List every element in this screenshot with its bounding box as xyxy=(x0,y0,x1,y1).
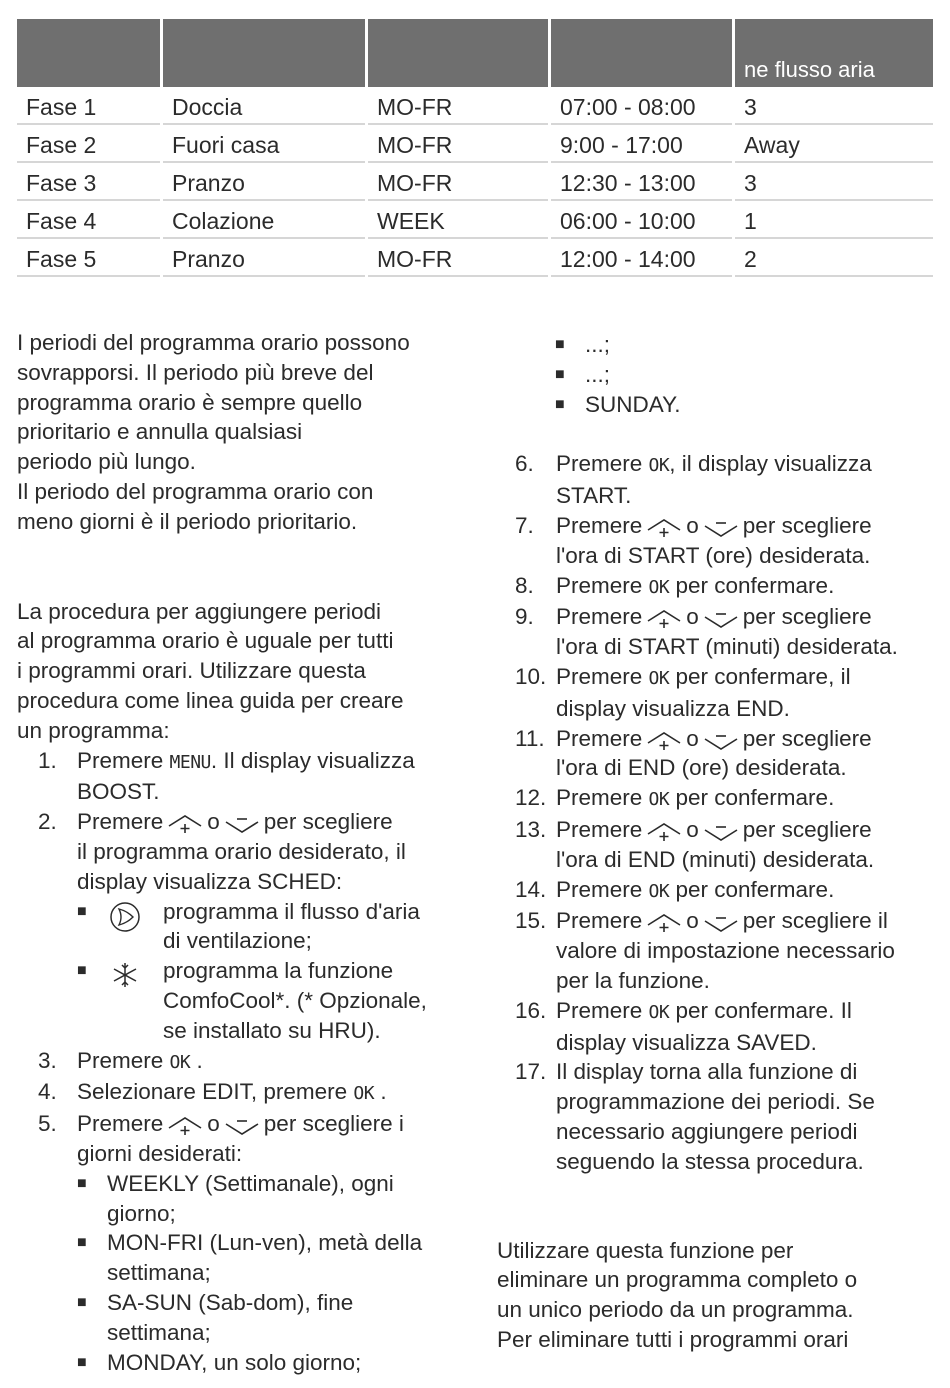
step-number: 9. xyxy=(515,604,534,630)
text-line: un programma: xyxy=(17,717,170,743)
step-text: Premere xyxy=(556,663,643,689)
table-row xyxy=(17,128,933,166)
up-plus-arrow-icon xyxy=(167,812,203,834)
table-cell: WEEK xyxy=(368,204,548,239)
step-text: display visualizza SAVED. xyxy=(556,1029,817,1055)
step-text: Premere xyxy=(556,785,643,811)
step-2 xyxy=(17,807,467,1045)
list-item xyxy=(77,1169,467,1229)
ok-key-label: OK xyxy=(169,1051,191,1073)
table-cell: 12:00 - 14:00 xyxy=(551,242,732,277)
text-line: Il periodo del programma orario con xyxy=(17,478,374,504)
table-cell: Away xyxy=(735,128,933,163)
bullet-text: SA-SUN (Sab-dom), fine xyxy=(107,1289,354,1315)
delete-paragraph xyxy=(497,1236,937,1355)
step-text: Premere xyxy=(556,908,643,934)
step-text: necessario aggiungere periodi xyxy=(556,1118,858,1144)
text-line: La procedura per aggiungere periodi xyxy=(17,598,382,624)
table-header-cell xyxy=(163,19,365,87)
step-text: Premere xyxy=(77,1047,164,1073)
step-text: per scegliere xyxy=(742,816,872,842)
step-6 xyxy=(497,449,937,511)
step-number: 12. xyxy=(515,785,547,811)
up-plus-arrow-icon xyxy=(167,1114,203,1136)
step-text: per scegliere xyxy=(742,604,872,630)
step-number: 15. xyxy=(515,908,547,934)
overlap-paragraph xyxy=(17,328,467,537)
step-text: per confermare. Il xyxy=(675,997,852,1023)
step-11 xyxy=(497,724,937,784)
step-text: per scegliere xyxy=(742,725,872,751)
step-text: per confermare. xyxy=(675,572,835,598)
step-text: o xyxy=(686,725,699,751)
step-text: l'ora di END (ore) desiderata. xyxy=(556,755,847,781)
bullet-text: programma il flusso d'aria xyxy=(163,898,420,924)
table-cell: Colazione xyxy=(163,204,365,239)
table-header-row xyxy=(17,19,933,90)
bullet-square-icon: ■ xyxy=(555,395,565,413)
down-minus-arrow-icon xyxy=(224,812,260,834)
right-column xyxy=(497,330,937,1355)
step-number: 10. xyxy=(515,663,547,689)
up-plus-arrow-icon xyxy=(646,729,682,751)
step-text: programmazione dei periodi. Se xyxy=(556,1089,875,1115)
table-row xyxy=(17,242,933,280)
bullet-square-icon: ■ xyxy=(77,1353,87,1371)
step-text: l'ora di START (minuti) desiderata. xyxy=(556,634,898,660)
table-cell: 1 xyxy=(735,204,933,239)
down-minus-arrow-icon xyxy=(703,729,739,751)
table-cell: MO-FR xyxy=(368,128,548,163)
text-line: al programma orario è uguale per tutti xyxy=(17,628,394,654)
step-text: o xyxy=(686,816,699,842)
text-line: i programmi orari. Utilizzare questa xyxy=(17,658,366,684)
step-text: l'ora di END (minuti) desiderata. xyxy=(556,846,875,872)
list-item xyxy=(77,1348,467,1378)
table-cell: 2 xyxy=(735,242,933,277)
step-7 xyxy=(497,511,937,571)
ok-key-label: OK xyxy=(353,1083,375,1105)
bullet-text: di ventilazione; xyxy=(163,928,312,954)
step-text: BOOST. xyxy=(77,779,160,805)
step-15 xyxy=(497,906,937,995)
step-number: 6. xyxy=(515,451,534,477)
step-text: per confermare. xyxy=(675,785,835,811)
table-cell: Pranzo xyxy=(163,166,365,201)
bullet-square-icon: ■ xyxy=(77,1234,87,1252)
step-16 xyxy=(497,996,937,1058)
table-cell: 3 xyxy=(735,90,933,125)
text-line: eliminare un programma completo o xyxy=(497,1267,858,1293)
step-text: . Il display visualizza xyxy=(210,747,415,773)
days-bullets-continued xyxy=(555,330,937,419)
text-line: meno giorni è il periodo prioritario. xyxy=(17,508,358,534)
step-8 xyxy=(497,571,937,603)
up-plus-arrow-icon xyxy=(646,820,682,842)
bullet-square-icon: ■ xyxy=(77,1293,87,1311)
step-text: Premere xyxy=(556,451,643,477)
table-cell: Fase 4 xyxy=(17,204,160,239)
step-text: per confermare, il xyxy=(675,663,851,689)
step-text: Premere xyxy=(556,572,643,598)
step-number: 2. xyxy=(38,809,57,835)
step-text: per confermare. xyxy=(675,876,835,902)
step-text: seguendo la stessa procedura. xyxy=(556,1148,864,1174)
step-number: 14. xyxy=(515,876,547,902)
step-text: Premere xyxy=(556,876,643,902)
text-line: Utilizzare questa funzione per xyxy=(497,1237,794,1263)
down-minus-arrow-icon xyxy=(703,516,739,538)
ok-key-label: OK xyxy=(648,667,670,689)
table-cell: Fase 5 xyxy=(17,242,160,277)
step-number: 16. xyxy=(515,997,547,1023)
table-cell: MO-FR xyxy=(368,166,548,201)
table-body xyxy=(17,90,933,280)
snowflake-icon xyxy=(107,960,143,990)
bullet-text: ...; xyxy=(585,332,611,357)
down-minus-arrow-icon xyxy=(703,911,739,933)
bullet-text: MON-FRI (Lun-ven), metà della xyxy=(107,1230,423,1256)
step-text: o xyxy=(207,809,220,835)
table-cell: Doccia xyxy=(163,90,365,125)
step-5 xyxy=(17,1109,467,1377)
bullet-square-icon: ■ xyxy=(555,336,565,353)
up-plus-arrow-icon xyxy=(646,911,682,933)
step-text: o xyxy=(686,604,699,630)
table-header-cell xyxy=(17,19,160,87)
ok-key-label: OK xyxy=(648,1001,670,1023)
table-cell: 3 xyxy=(735,166,933,201)
list-item xyxy=(77,1228,467,1288)
table-cell: Fuori casa xyxy=(163,128,365,163)
bullet-text: SUNDAY. xyxy=(585,391,681,417)
procedure-steps-left xyxy=(17,746,467,1378)
step-text: Selezionare EDIT, premere xyxy=(77,1079,348,1105)
bullet-square-icon: ■ xyxy=(77,902,87,920)
step-3 xyxy=(17,1046,467,1078)
table-header-cell xyxy=(368,19,548,87)
list-item xyxy=(555,390,937,420)
fan-icon xyxy=(107,901,143,933)
table-cell: 9:00 - 17:00 xyxy=(551,128,732,163)
table-cell: 12:30 - 13:00 xyxy=(551,166,732,201)
step-text: . xyxy=(196,1047,203,1073)
step-text: per scegliere xyxy=(263,809,393,835)
table-cell: MO-FR xyxy=(368,242,548,277)
text-line: Per eliminare tutti i programmi orari xyxy=(497,1326,849,1352)
down-minus-arrow-icon xyxy=(703,820,739,842)
menu-key-label: MENU xyxy=(169,751,211,773)
text-line: un unico periodo da un programma. xyxy=(497,1297,854,1323)
step-text: o xyxy=(686,512,699,538)
step-text: Premere xyxy=(77,809,164,835)
step-text: Premere xyxy=(556,512,643,538)
bullet-text: ...; xyxy=(585,361,611,387)
ok-key-label: OK xyxy=(648,576,670,598)
step-text: . xyxy=(380,1079,387,1105)
step-9 xyxy=(497,602,937,662)
step-text: , il display visualizza xyxy=(669,451,872,477)
step-text: Premere xyxy=(77,747,164,773)
step-10 xyxy=(497,662,937,724)
bullet-text: se installato su HRU). xyxy=(163,1017,381,1043)
step-13 xyxy=(497,815,937,875)
ok-key-label: OK xyxy=(648,455,670,477)
bullet-square-icon: ■ xyxy=(555,365,565,383)
step-17 xyxy=(497,1057,937,1176)
text-line: procedura come linea guida per creare xyxy=(17,687,404,713)
ok-key-label: OK xyxy=(648,880,670,902)
step-text: Premere xyxy=(77,1111,164,1137)
step-number: 11. xyxy=(515,725,545,751)
step-number: 3. xyxy=(38,1047,57,1073)
table-header-cell xyxy=(551,19,732,87)
step-text: Il display torna alla funzione di xyxy=(556,1059,858,1085)
step-text: per la funzione. xyxy=(556,967,710,993)
table-header-cell: ne flusso aria xyxy=(735,19,933,87)
bullet-text: MONDAY, un solo giorno; xyxy=(107,1349,362,1375)
step-text: Premere xyxy=(556,604,643,630)
bullet-text: programma la funzione xyxy=(163,958,394,984)
table-cell: Fase 1 xyxy=(17,90,160,125)
step-number: 1. xyxy=(38,747,57,773)
up-plus-arrow-icon xyxy=(646,607,682,629)
list-item xyxy=(77,1288,467,1348)
days-bullets xyxy=(77,1169,467,1378)
step-text: Premere xyxy=(556,816,643,842)
sched-bullets xyxy=(77,897,467,1046)
table-row xyxy=(17,204,933,242)
list-item xyxy=(555,330,937,360)
bullet-square-icon: ■ xyxy=(77,962,87,980)
table-cell: 06:00 - 10:00 xyxy=(551,204,732,239)
table-cell: MO-FR xyxy=(368,90,548,125)
list-item xyxy=(77,956,467,1045)
left-column xyxy=(17,328,467,1377)
bullet-text: WEEKLY (Settimanale), ogni xyxy=(107,1170,394,1196)
step-1 xyxy=(17,746,467,808)
table-cell: Fase 3 xyxy=(17,166,160,201)
bullet-square-icon: ■ xyxy=(77,1174,87,1192)
step-text: Premere xyxy=(556,997,643,1023)
step-text: o xyxy=(207,1111,220,1137)
step-text: START. xyxy=(556,483,632,509)
text-line: programma orario è sempre quello xyxy=(17,389,363,415)
bullet-text: giorno; xyxy=(107,1200,176,1226)
step-text: giorni desiderati: xyxy=(77,1140,243,1166)
procedure-paragraph xyxy=(17,597,467,746)
step-text: display visualizza SCHED: xyxy=(77,868,343,894)
step-4 xyxy=(17,1077,467,1109)
schedule-table xyxy=(17,19,933,280)
step-number: 13. xyxy=(515,816,547,842)
step-number: 4. xyxy=(38,1079,57,1105)
bullet-text: ComfoCool*. (* Opzionale, xyxy=(163,987,427,1013)
text-line: prioritario e annulla qualsiasi xyxy=(17,419,303,445)
step-number: 5. xyxy=(38,1111,57,1137)
step-text: Premere xyxy=(556,725,643,751)
step-text: il programma orario desiderato, il xyxy=(77,838,406,864)
up-plus-arrow-icon xyxy=(646,516,682,538)
step-number: 17. xyxy=(515,1059,547,1085)
step-number: 8. xyxy=(515,572,534,598)
ok-key-label: OK xyxy=(648,789,670,811)
down-minus-arrow-icon xyxy=(703,607,739,629)
down-minus-arrow-icon xyxy=(224,1114,260,1136)
step-text: display visualizza END. xyxy=(556,695,790,721)
list-item xyxy=(555,360,937,390)
text-line: I periodi del programma orario possono xyxy=(17,330,410,355)
step-text: valore di impostazione necessario xyxy=(556,938,895,964)
step-text: o xyxy=(686,908,699,934)
bullet-text: settimana; xyxy=(107,1260,211,1286)
step-text: l'ora di START (ore) desiderata. xyxy=(556,542,871,568)
step-12 xyxy=(497,783,937,815)
text-line: sovrapporsi. Il periodo più breve del xyxy=(17,359,374,385)
text-line: periodo più lungo. xyxy=(17,449,196,475)
procedure-steps-right xyxy=(497,449,937,1176)
table-row xyxy=(17,90,933,128)
step-text: per scegliere il xyxy=(742,908,888,934)
table-cell: Pranzo xyxy=(163,242,365,277)
list-item xyxy=(77,897,467,957)
step-text: per scegliere i xyxy=(263,1111,404,1137)
step-number: 7. xyxy=(515,512,534,538)
step-text: per scegliere xyxy=(742,512,872,538)
table-cell: Fase 2 xyxy=(17,128,160,163)
step-14 xyxy=(497,875,937,907)
table-row xyxy=(17,166,933,204)
bullet-text: settimana; xyxy=(107,1319,211,1345)
table-cell: 07:00 - 08:00 xyxy=(551,90,732,125)
